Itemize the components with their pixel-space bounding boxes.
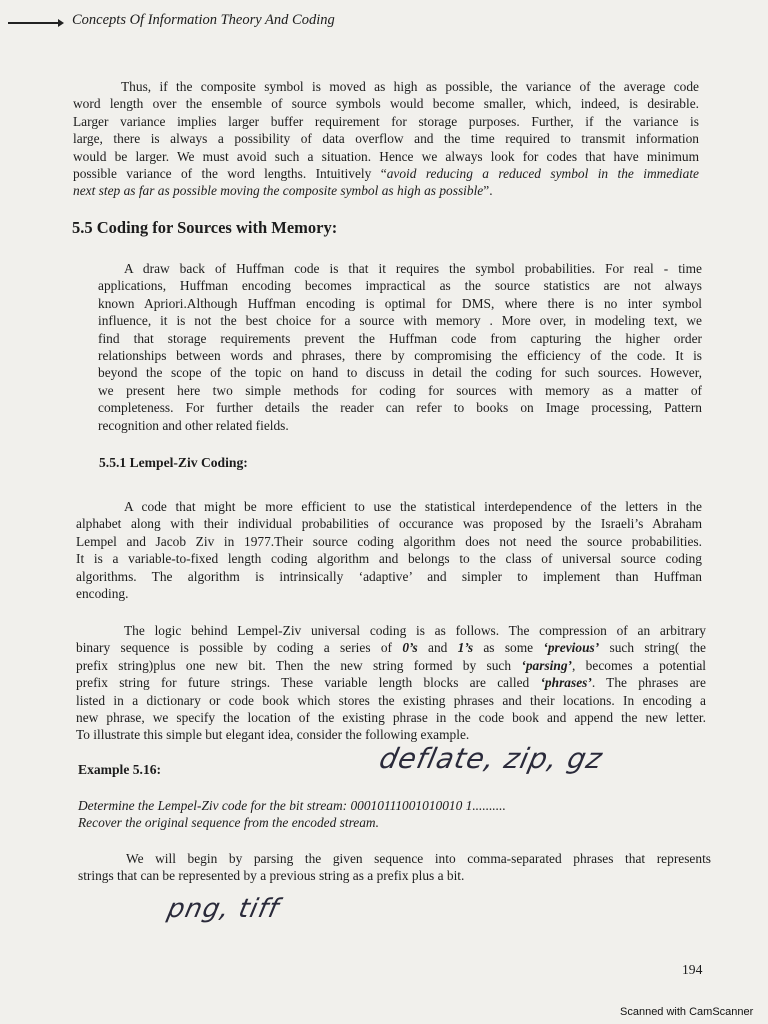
text-line: strings that can be represented by a previous string as a prefix plus a bit. (78, 868, 465, 884)
text-segment: and (417, 640, 458, 656)
running-title: Concepts Of Information Theory And Coding (72, 12, 335, 28)
section-paragraph (98, 260, 702, 434)
scanner-watermark: Scanned with CamScanner (620, 1006, 754, 1018)
section-heading: 5.5 Coding for Sources with Memory: (72, 218, 338, 237)
text-line: new phrase, we specify the location of the existing phrase in the code book and append the new letter. (76, 710, 706, 726)
text-line: find that storage requirements prevent the Huffman code from capturing the higher order (98, 330, 702, 346)
lempel-ziv-paragraph-1 (76, 498, 702, 602)
text-line: The logic behind Lempel-Ziv universal coding is as follows. The compression of an arbitrary (124, 623, 706, 638)
text-line: influence, it is not the best choice for a source with memory . More over, in modeling text, we (98, 313, 702, 329)
zeros-term: 0’s (402, 640, 418, 656)
text-segment: , becomes a potential (572, 657, 706, 673)
text-line: would be larger. We must avoid such a situation. Hence we always look for codes that have minimum (73, 148, 699, 164)
text-line: Larger variance implies larger buffer requirement for storage purposes. Further, if the variance is (73, 113, 699, 129)
text-segment: such string( the (599, 640, 707, 656)
text-line: Thus, if the composite symbol is moved as high as possible, the variance of the average code (121, 79, 699, 94)
solution-paragraph (78, 850, 711, 885)
text-segment: prefix string)plus one new bit. Then the new string formed by such (76, 657, 522, 673)
intuitive-quote-continued: next step as far as possible moving the composite symbol as high as possible (73, 183, 484, 199)
subsection-heading: 5.5.1 Lempel-Ziv Coding: (99, 455, 248, 470)
intro-paragraph (73, 78, 699, 200)
text-line: beyond the scope of the topic on hand to discuss in detail the coding for such sources. However, (98, 365, 702, 381)
text-line: A draw back of Huffman code is that it requires the symbol probabilities. For real - time (124, 261, 702, 276)
header-rule (8, 22, 60, 24)
example-problem (78, 797, 698, 832)
lempel-ziv-paragraph-2 (76, 622, 706, 744)
text-line: algorithms. The algorithm is intrinsically ‘adaptive’ and simpler to implement than Huffman (76, 568, 702, 584)
text-line: recognition and other related fields. (98, 417, 289, 433)
handwritten-note-2: png, tiff (164, 894, 282, 924)
text-line: It is a variable-to-fixed length coding algorithm and belongs to the class of universal source coding (76, 551, 702, 567)
ones-term: 1’s (457, 640, 474, 656)
parsing-term: ‘parsing’ (521, 657, 572, 673)
text-segment: prefix string for future strings. These variable length blocks are called (76, 675, 541, 691)
problem-line: Recover the original sequence from the encoded stream. (78, 815, 379, 831)
text-line: encoding. (76, 586, 129, 602)
phrases-term: ‘phrases’ (540, 675, 592, 691)
previous-term: ‘previous’ (543, 640, 600, 656)
text-line: alphabet along with their individual probabilities of occurance was proposed by the Israeli’s Abraham (76, 516, 702, 532)
text-line: we present here two simple methods for coding for sources with memory as a matter of (98, 382, 702, 398)
text-line: known Apriori.Although Huffman encoding is optimal for DMS, where there is no inter symbol (98, 295, 702, 311)
text-line: listed in a dictionary or code book which stores the existing phrases and their locations. In encoding a (76, 692, 706, 708)
text-line: possible variance of the word lengths. Intuitively “ (73, 166, 387, 182)
text-line: To illustrate this simple but elegant idea, consider the following example. (76, 727, 470, 743)
text-line: We will begin by parsing the given sequence into comma-separated phrases that represents (126, 851, 711, 866)
text-line: applications, Huffman encoding becomes impractical as the source statistics are not always (98, 278, 702, 294)
text-segment: as some (473, 640, 544, 656)
example-label: Example 5.16: (78, 762, 162, 777)
text-segment: binary sequence is possible by coding a series of (76, 640, 403, 656)
text-segment: . The phrases are (591, 675, 706, 691)
text-line: Lempel and Jacob Ziv in 1977.Their source coding algorithm does not need the source probabilities. (76, 533, 702, 549)
text-line: word length over the ensemble of source symbols would become smaller, which, indeed, is desirable. (73, 96, 699, 112)
intuitive-quote: avoid reducing a reduced symbol in the immediate (386, 166, 699, 182)
text-line: large, there is always a possibility of data overflow and the time required to transmit information (73, 131, 699, 147)
problem-line: Determine the Lempel-Ziv code for the bit stream: 00010111001010010 1.......... (78, 798, 506, 813)
page-number: 194 (682, 962, 703, 977)
text-line: completeness. For further details the reader can refer to books on Image processing, Pattern (98, 400, 702, 416)
text-line: A code that might be more efficient to use the statistical interdependence of the letters in the (124, 499, 702, 514)
quote-end: ”. (483, 183, 493, 199)
text-line: relationships between words and phrases, there by compromising the efficiency of the code. It is (98, 348, 702, 364)
handwritten-note: deflate, zip, gz (376, 742, 606, 775)
header-arrow-icon (58, 19, 64, 27)
